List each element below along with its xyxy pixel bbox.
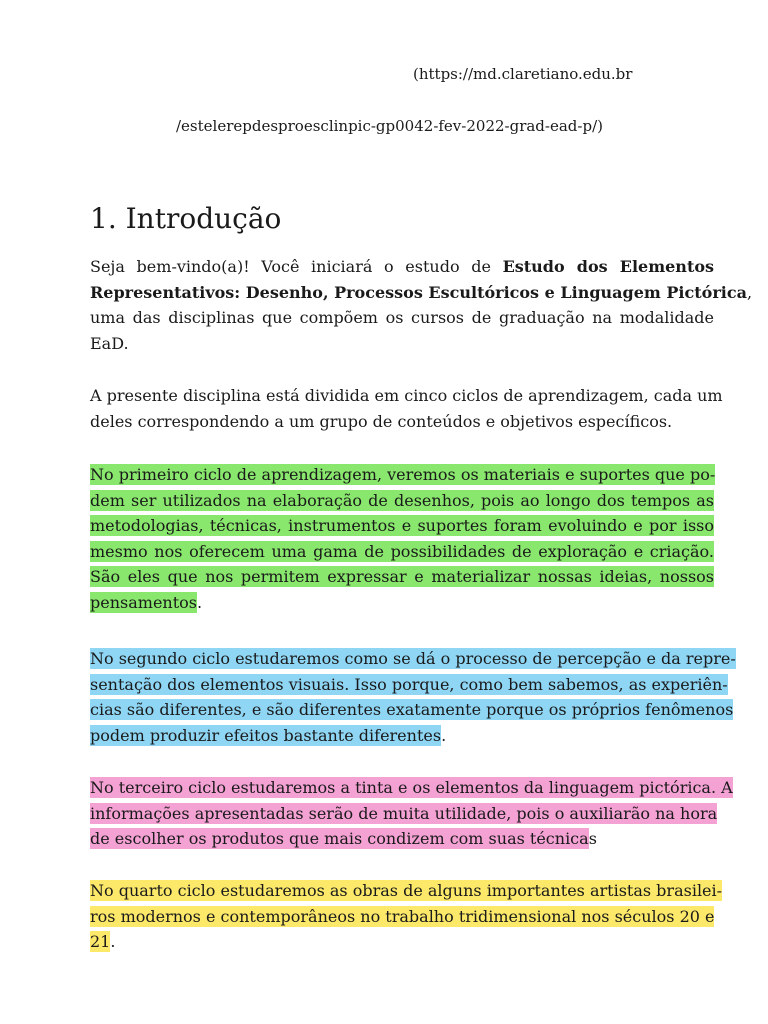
paragraph-first-cycle [90,462,714,615]
paragraph-line [90,513,714,539]
paragraph-line: deles correspondendo a um grupo de conteúdos e objetivos específicos. [90,411,673,431]
highlighted-text: pensamentos [90,592,197,612]
section-title: 1. Introdução [90,202,282,235]
paragraph-line [90,775,733,801]
highlighted-text: de escolher os produtos que mais condizem com suas técnica [90,829,589,848]
paragraph-line [90,801,718,827]
paragraph-line [90,904,714,930]
highlighted-text: podem produzir efeitos bastante diferentes [90,725,442,745]
highlighted-text: 21 [90,932,111,951]
paragraph-line [90,539,714,565]
highlighted-text: No primeiro ciclo de aprendizagem, veremos os materiais e suportes que po- [90,465,716,484]
highlighted-text: cias são diferentes, e são diferentes exatamente porque os próprios fenômenos [90,700,734,719]
paragraph-line: EaD. [90,333,129,353]
highlighted-text: informações apresentadas serão de muita utilidade, pois o auxiliarão na hora [90,803,718,823]
highlighted-text: dem ser utilizados na elaboração de desenhos, pois ao longo dos tempos as [90,490,714,510]
course-name-bold: Estudo dos Elementos [502,257,715,276]
paragraph-third-cycle [90,775,733,852]
text-segment: . [441,725,447,745]
text-segment: . [196,592,203,612]
course-name-bold: Representativos: Desenho, Processos Escultóricos e Linguagem Pictórica [90,282,747,302]
paragraph-second-cycle [90,646,736,748]
text-segment: , [746,282,753,302]
highlighted-text: No quarto ciclo estudaremos as obras de alguns importantes artistas brasilei- [90,881,723,900]
paragraph-line [90,723,714,749]
paragraph-line [90,488,714,514]
highlighted-text: No terceiro ciclo estudaremos a tinta e os elementos da linguagem pictórica. A [90,778,733,797]
paragraph-welcome [90,254,753,356]
highlighted-text: mesmo nos oferecem uma gama de possibilidades de exploração e criação. [90,541,714,561]
paragraph-line [90,697,734,723]
paragraph-line [90,878,723,904]
highlighted-text: ros modernos e contemporâneos no trabalho tridimensional nos séculos 20 e [90,906,715,926]
paragraph-line: A presente disciplina está dividida em cinco ciclos de aprendizagem, cada um [90,386,723,405]
paragraph-line [90,280,753,306]
text-segment: s [588,829,597,848]
paragraph-fourth-cycle [90,878,723,955]
text-segment: Seja bem-vindo(a)! Você iniciará o estudo de [90,257,503,276]
source-url-line-1: (https://md.claretiano.edu.br [413,65,633,83]
paragraph-line [90,590,714,616]
paragraph-line [90,564,714,590]
highlighted-text: sentação dos elementos visuais. Isso porque, como bem sabemos, as experiên- [90,674,728,694]
paragraph-cycles-overview [90,383,723,434]
text-segment: . [110,932,116,951]
paragraph-line [90,646,736,672]
highlighted-text: No segundo ciclo estudaremos como se dá o processo de percepção e da repre- [90,649,736,668]
highlighted-text: metodologias, técnicas, instrumentos e suportes foram evoluindo e por isso [90,516,714,535]
paragraph-line [90,462,714,488]
highlighted-text: São eles que nos permitem expressar e materializar nossas ideias, nossos [90,567,714,586]
paragraph-line [90,929,714,955]
source-url-line-2: /estelerepdesproesclinpic-gp0042-fev-2022-grad-ead-p/) [176,117,603,135]
paragraph-line: uma das disciplinas que compõem os cursos de graduação na modalidade [90,308,714,327]
paragraph-line [90,254,714,280]
paragraph-line [90,672,728,698]
paragraph-line [90,826,714,852]
